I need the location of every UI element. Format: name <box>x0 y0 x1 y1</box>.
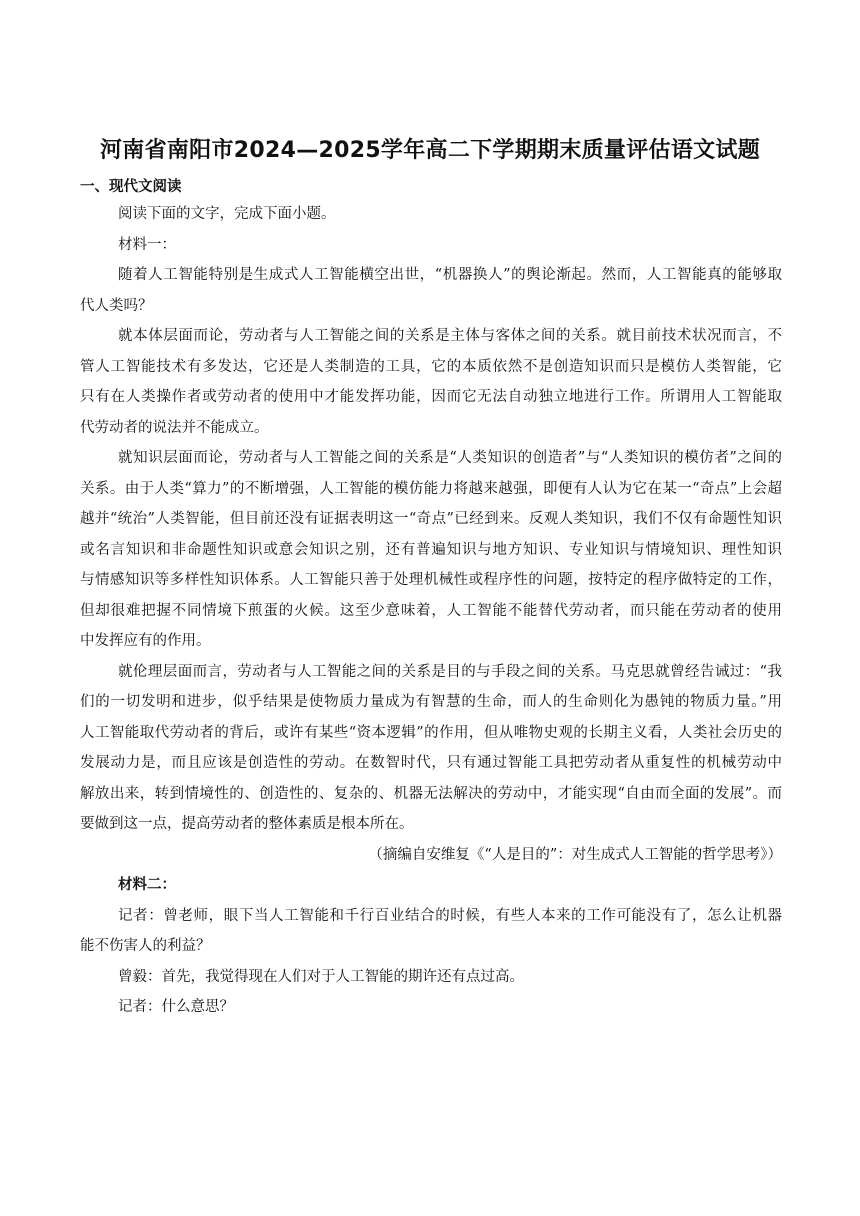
text-line: 中发挥应有的作用。 <box>80 633 211 649</box>
text-line: 只有在人类操作者或劳动者的使用中才能发挥功能，因而它无法自动独立地进行工作。所谓用人工智能取 <box>80 389 782 405</box>
text-line: 但却很难把握不同情境下煎蛋的火候。这至少意味着，人工智能不能替代劳动者，而只能在劳动者的使用 <box>80 602 782 619</box>
text-line: 们的一切发明和进步，似乎结果是使物质力量成为有智慧的生命，而人的生命则化为愚钝的物质力量。”用 <box>80 694 782 710</box>
text-line: 就本体层面而论，劳动者与人工智能之间的关系是主体与客体之间的关系。就目前技术状况而言，不 <box>118 328 782 344</box>
text-line: 记者：什么意思？ <box>118 999 234 1015</box>
text-line: 材料一： <box>118 236 176 253</box>
text-line: 解放出来，转到情境性的、创造性的、复杂的、机器无法解决的劳动中，才能实现“自由而全面的发展”。而 <box>80 785 782 802</box>
text-line: 材料二： <box>118 877 176 893</box>
text-line: 要做到这一点，提高劳动者的整体素质是根本所在。 <box>80 816 414 832</box>
text-line: 记者：曾老师，眼下当人工智能和千行百业结合的时候，有些人本来的工作可能没有了，怎么让机器 <box>118 907 782 924</box>
text-line: （摘编自安维复《“人是目的”：对生成式人工智能的哲学思考》） <box>368 846 782 863</box>
text-line: 代人类吗？ <box>80 297 153 314</box>
text-line: 就知识层面而论，劳动者与人工智能之间的关系是“人类知识的创造者”与“人类知识的模仿者”之间的 <box>118 450 782 466</box>
text-line: 管人工智能技术有多发达，它还是人类制造的工具，它的本质依然不是创造知识而只是模仿人类智能，它 <box>80 358 782 375</box>
text-line: 与情感知识等多样性知识体系。人工智能只善于处理机械性或程序性的问题，按特定的程序做特定的工作， <box>80 572 782 588</box>
text-line: 随着人工智能特别是生成式人工智能横空出世，“机器换人”的舆论渐起。然而，人工智能真的能够取 <box>118 267 782 283</box>
text-line: 曾毅：首先，我觉得现在人们对于人工智能的期许还有点过高。 <box>118 968 524 985</box>
text-line: 发展动力是，而且应该是创造性的劳动。在数智时代，只有通过智能工具把劳动者从重复性的机械劳动中 <box>80 755 782 771</box>
text-line: 越并“统治”人类智能，但目前还没有证据表明这一“奇点”已经到来。反观人类知识，我们不仅有命题性知识 <box>80 511 782 527</box>
text-line: 人工智能取代劳动者的背后，或许有某些“资本逻辑”的作用，但从唯物史观的长期主义看，人类社会历史的 <box>80 724 782 741</box>
text-line: 代劳动者的说法并不能成立。 <box>80 419 269 436</box>
text-line: 就伦理层面而言，劳动者与人工智能之间的关系是目的与手段之间的关系。马克思就曾经告诫过：“我 <box>118 663 782 680</box>
text-line: 关系。由于人类“算力”的不断增强，人工智能的模仿能力将越来越强，即便有人认为它在某一“奇点”上会超 <box>80 480 782 497</box>
section-heading: 一、现代文阅读 <box>80 179 182 195</box>
text-line: 或名言知识和非命题性知识或意会知识之别，还有普遍知识与地方知识、专业知识与情境知识、理性知识 <box>80 541 782 558</box>
document-title: 河南省南阳市2024—2025学年高二下学期期末质量评估语文试题 <box>99 138 761 163</box>
text-line: 能不伤害人的利益？ <box>80 938 211 954</box>
text-line: 阅读下面的文字，完成下面小题。 <box>118 206 336 222</box>
document-body <box>80 199 782 1023</box>
